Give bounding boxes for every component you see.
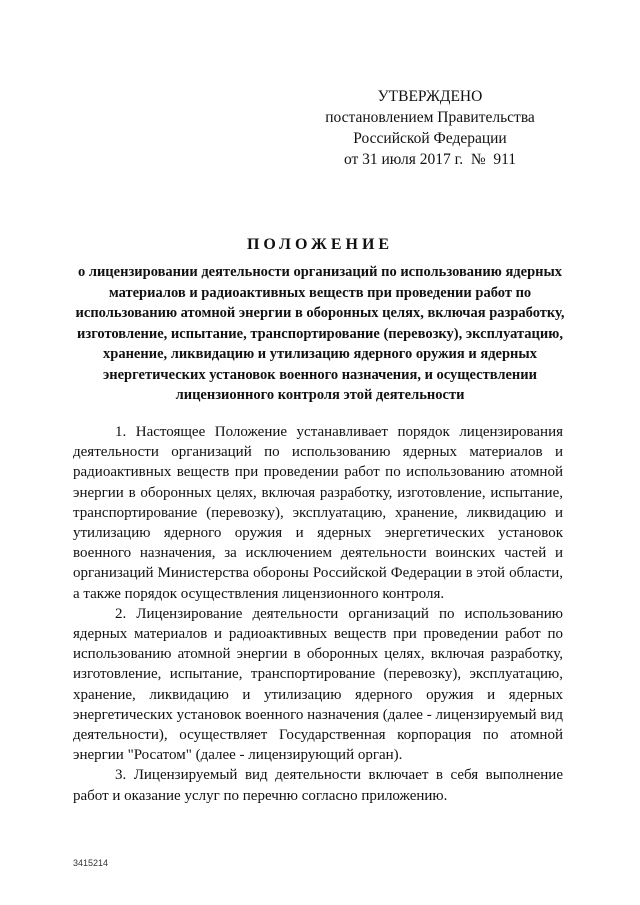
paragraph-2: 2. Лицензирование деятельности организаций по использованию ядерных материалов и радиоактивных веществ при проведении работ по использованию атомной энергии в оборонных целях, включая разработку, изготовление, испытание, транспортирование (перевозку), эксплуатацию, хранение, ликвидацию и утилизацию ядерного оружия и ядерных энергетических установок военного назначения (далее - лицензируемый вид деятельности), осуществляет Государственная корпорация по атомной энергии "Росатом" (далее - лицензирующий орган). bbox=[73, 605, 563, 764]
document-code: 3415214 bbox=[73, 858, 109, 868]
document-subtitle: о лицензировании деятельности организаций по использованию ядерных материалов и радиоактивных веществ при проведении работ по использованию атомной энергии в оборонных целях, включая разработку, изготовление, испытание, транспортирование (перевозку), эксплуатацию, хранение, ликвидацию и утилизацию ядерного оружия и ядерных энергетических установок военного назначения, и осуществлении лицензионного контроля этой деятельности bbox=[75, 264, 565, 403]
document-body bbox=[73, 422, 563, 806]
paragraph-3: 3. Лицензируемый вид деятельности включает в себя выполнение работ и оказание услуг по перечню согласно приложению. bbox=[73, 767, 563, 804]
approval-line-date-number: от 31 июля 2017 г. № 911 bbox=[343, 151, 517, 168]
approval-line-government: Российской Федерации bbox=[353, 130, 507, 147]
approval-heading: УТВЕРЖДЕНО bbox=[377, 88, 483, 105]
approval-line-resolution: постановлением Правительства bbox=[325, 109, 535, 126]
approval-block bbox=[300, 86, 560, 170]
document-title: ПОЛОЖЕНИЕ bbox=[246, 236, 394, 253]
paragraph-1: 1. Настоящее Положение устанавливает порядок лицензирования деятельности организаций по использованию ядерных материалов и радиоактивных веществ при проведении работ по использованию атомной энергии в оборонных целях, включая разработку, изготовление, испытание, транспортирование (перевозку), эксплуатацию, хранение, ликвидацию и утилизацию ядерного оружия и ядерных энергетических установок военного назначения, за исключением деятельности воинских частей и организаций Министерства обороны Российской Федерации в этой области, а также порядок осуществления лицензионного контроля. bbox=[73, 424, 563, 602]
